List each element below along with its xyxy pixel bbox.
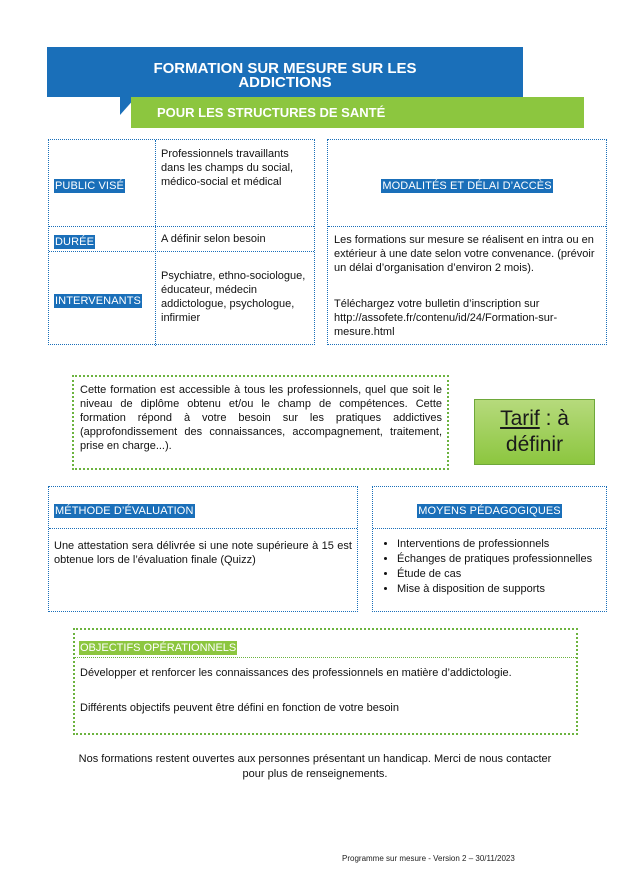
subtitle-banner: POUR LES STRUCTURES DE SANTÉ xyxy=(131,97,584,128)
tarif-value: : à définir xyxy=(505,407,569,456)
evaluation-header xyxy=(49,487,357,529)
moyens-item: • Interventions de professionnels xyxy=(397,537,603,552)
public-label: PUBLIC VISÉ xyxy=(55,180,124,192)
public-row xyxy=(49,140,314,227)
access-box xyxy=(327,139,607,345)
evaluation-box xyxy=(48,486,358,612)
moyens-item: • Mise à disposition de supports xyxy=(397,582,603,597)
duree-label: DURÉE xyxy=(55,236,95,248)
access-title: MODALITÉS ET DÉLAI D’ACCÈS xyxy=(382,180,552,192)
intro-text: Cette formation est accessible à tous les professionnels, quel que soit le niveau de diplôme obtenu et/ou le champ de compétences. Cette formation répond à votre besoin sur les pratiques addictives (approfondissement des connaissances, accompagnement, traitement, prise en charge...). xyxy=(80,384,442,452)
title-line-1: FORMATION SUR MESURE SUR LES xyxy=(153,60,417,77)
access-header xyxy=(328,140,606,227)
accessibility-note: Nos formations restent ouvertes aux personnes présentant un handicap. Merci de nous contacter pour plus de renseignements. xyxy=(78,753,552,780)
moyens-title: MOYENS PÉDAGOGIQUES xyxy=(418,505,561,517)
intervenants-value: Psychiatre, ethno-sociologue, éducateur, médecin addictologue, psychologue, infirmier xyxy=(161,270,306,324)
intervenants-label: INTERVENANTS xyxy=(55,295,141,307)
moyens-item: • Étude de cas xyxy=(397,567,603,582)
info-table xyxy=(48,139,315,345)
tarif-label: Tarif xyxy=(500,407,540,430)
intervenants-row xyxy=(49,252,314,346)
title-line-2: ADDICTIONS xyxy=(238,74,332,91)
moyens-list-container xyxy=(373,537,603,597)
objectifs-title: OBJECTIFS OPÉRATIONNELS xyxy=(80,642,237,654)
objectifs-paragraph-2: Différents objectifs peuvent être défini en fonction de votre besoin xyxy=(80,702,399,714)
objectifs-box xyxy=(73,628,578,735)
intro-box xyxy=(72,375,449,470)
duree-value: A définir selon besoin xyxy=(161,233,266,245)
moyens-header xyxy=(373,487,606,529)
version-label: Programme sur mesure - Version 2 – 30/11/2023 xyxy=(342,854,515,863)
title-banner xyxy=(47,47,523,97)
public-value: Professionnels travaillants dans les champs du social, médico-social et médical xyxy=(161,148,294,188)
moyens-list xyxy=(373,537,603,597)
access-paragraph-2[interactable]: Téléchargez votre bulletin d’inscription sur http://assofete.fr/contenu/id/24/Formation-sur-mesure.html xyxy=(334,298,558,338)
objectifs-paragraph-1: Développer et renforcer les connaissances des professionnels en matière d’addictologie. xyxy=(80,667,512,679)
evaluation-text: Une attestation sera délivrée si une note supérieure à 15 est obtenue lors de l’évaluation finale (Quizz) xyxy=(54,540,352,566)
moyens-item: • Échanges de pratiques professionnelles xyxy=(397,552,603,567)
tarif-badge xyxy=(474,399,595,465)
evaluation-title: MÉTHODE D’ÉVALUATION xyxy=(55,505,194,517)
duree-row xyxy=(49,227,314,252)
table-column-divider xyxy=(155,140,156,346)
access-paragraph-1: Les formations sur mesure se réalisent en intra ou en extérieur à une date selon votre convenance. (prévoir un délai d’organisation d’environ 2 mois). xyxy=(334,234,595,274)
objectifs-header xyxy=(75,630,576,658)
moyens-box xyxy=(372,486,607,612)
